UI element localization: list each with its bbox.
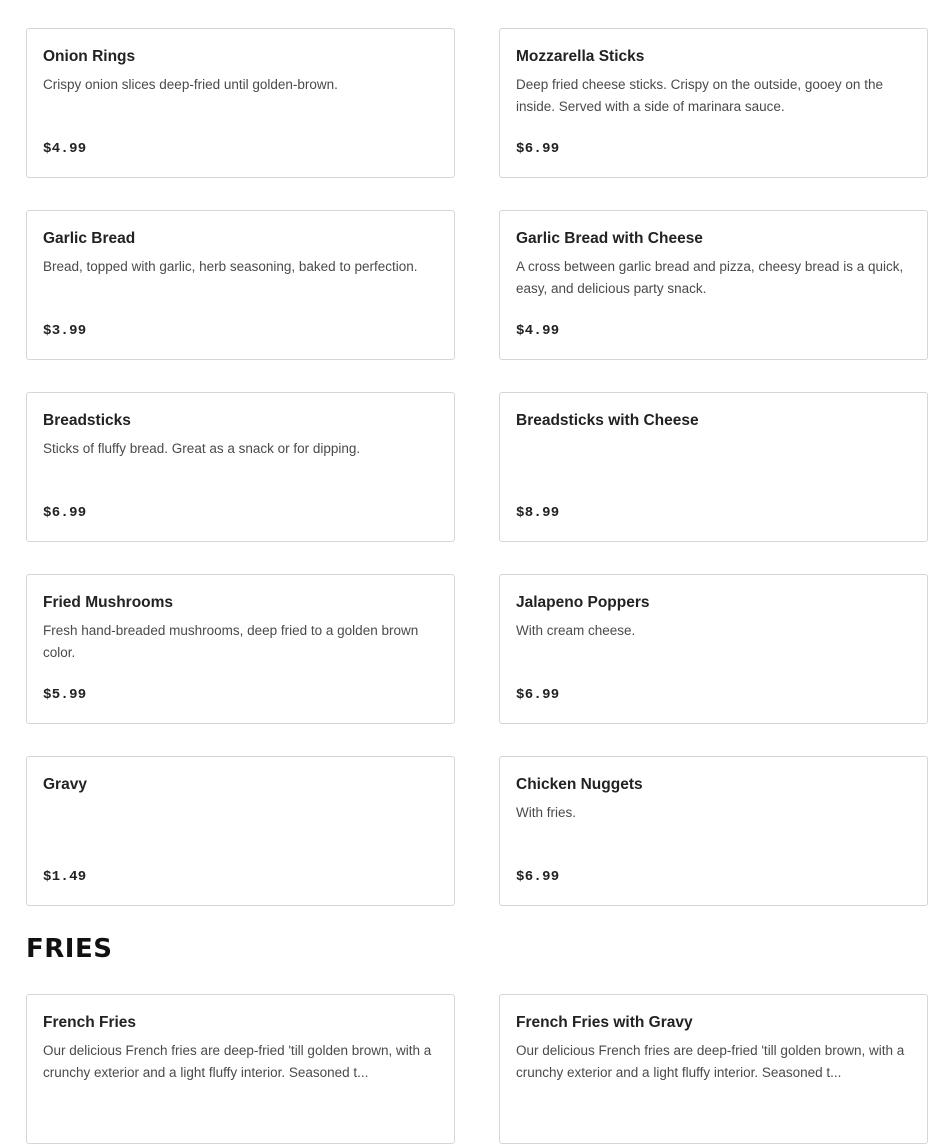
item-description: Crispy onion slices deep-fried until golden-brown.	[43, 77, 338, 92]
item-name: French Fries	[43, 1014, 137, 1031]
item-name: Breadsticks with Cheese	[516, 412, 699, 429]
item-name: Jalapeno Poppers	[516, 594, 650, 611]
item-price: $6.99	[516, 869, 560, 885]
item-name: Garlic Bread with Cheese	[516, 230, 703, 247]
item-price: $8.99	[516, 505, 560, 521]
item-price: $4.99	[43, 141, 87, 157]
menu-item-card-breadsticks[interactable]	[26, 392, 455, 542]
menu-item-card-mozzarella-sticks[interactable]	[499, 28, 928, 178]
item-price: $6.99	[516, 687, 560, 703]
item-name: French Fries with Gravy	[516, 1014, 693, 1031]
item-price: $4.99	[516, 323, 560, 339]
menu-item-card-garlic-bread[interactable]	[26, 210, 455, 360]
item-description: Our delicious French fries are deep-fried 'till golden brown, with a crunchy exterior and a light fluffy interior. Seasoned t...	[43, 1043, 432, 1080]
item-description: Bread, topped with garlic, herb seasoning, baked to perfection.	[43, 259, 418, 274]
item-price: $5.99	[43, 687, 87, 703]
item-price: $6.99	[516, 141, 560, 157]
item-name: Fried Mushrooms	[43, 594, 174, 611]
item-name: Breadsticks	[43, 412, 131, 429]
item-description: Sticks of fluffy bread. Great as a snack or for dipping.	[43, 441, 361, 456]
menu-item-card-jalapeno-poppers[interactable]	[499, 574, 928, 724]
item-description: Our delicious French fries are deep-fried 'till golden brown, with a crunchy exterior and a light fluffy interior. Seasoned t...	[516, 1043, 905, 1080]
menu-item-card-onion-rings[interactable]	[26, 28, 455, 178]
item-name: Onion Rings	[43, 48, 136, 65]
section-title-fries: FRIES	[26, 934, 113, 964]
item-description: Fresh hand-breaded mushrooms, deep fried to a golden brown color.	[43, 623, 419, 660]
menu-item-card-chicken-nuggets[interactable]	[499, 756, 928, 906]
menu-item-card-french-fries-with-gravy[interactable]	[499, 994, 928, 1144]
menu-item-card-gravy[interactable]	[26, 756, 455, 906]
item-description: Deep fried cheese sticks. Crispy on the outside, gooey on the inside. Served with a side of marinara sauce.	[516, 77, 883, 114]
item-name: Chicken Nuggets	[516, 776, 643, 793]
menu-item-card-french-fries[interactable]	[26, 994, 455, 1144]
menu-item-card-garlic-bread-with-cheese[interactable]	[499, 210, 928, 360]
item-price: $3.99	[43, 323, 87, 339]
item-description: With fries.	[516, 805, 577, 820]
item-description: With cream cheese.	[516, 623, 636, 638]
menu-item-card-fried-mushrooms[interactable]	[26, 574, 455, 724]
item-price: $6.99	[43, 505, 87, 521]
item-price: $1.49	[43, 869, 87, 885]
menu-item-card-breadsticks-with-cheese[interactable]	[499, 392, 928, 542]
item-name: Mozzarella Sticks	[516, 48, 645, 65]
item-name: Gravy	[43, 776, 87, 793]
item-name: Garlic Bread	[43, 230, 136, 247]
item-description: A cross between garlic bread and pizza, cheesy bread is a quick, easy, and delicious party snack.	[516, 259, 904, 296]
